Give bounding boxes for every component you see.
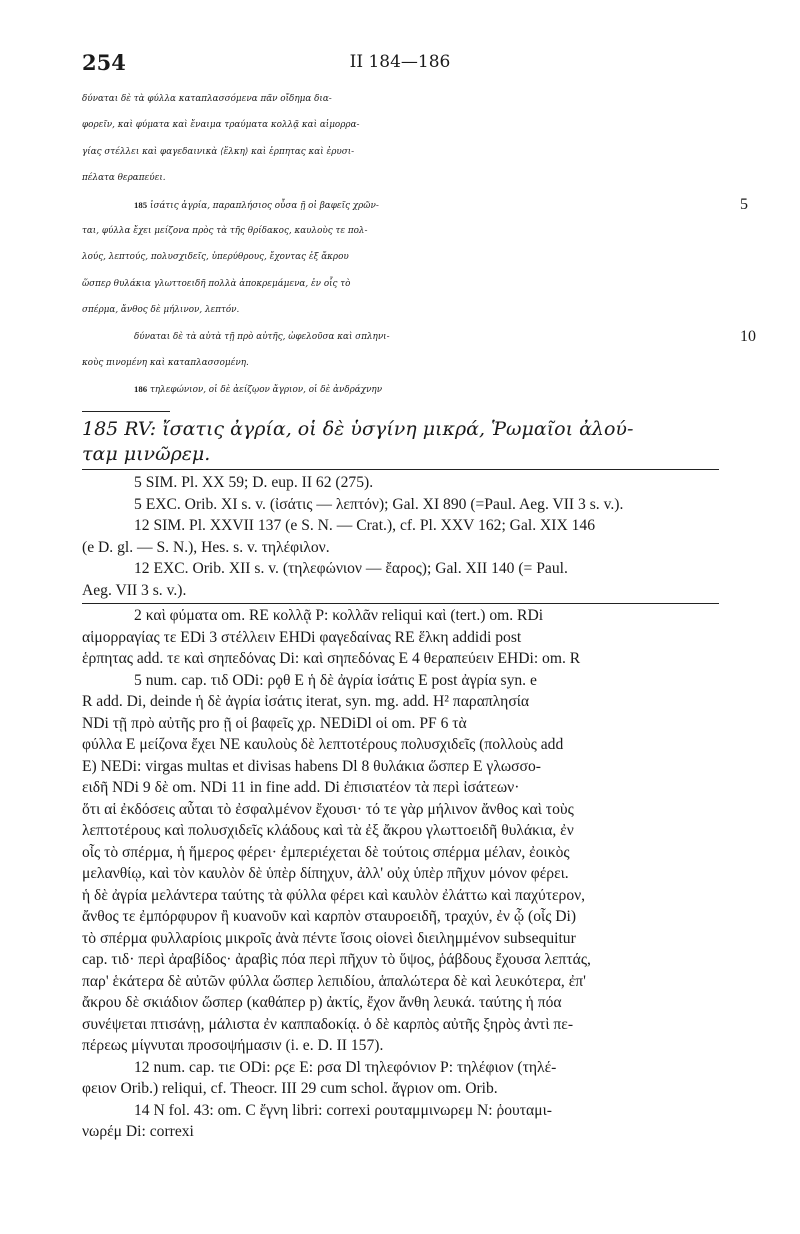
apparatus-line: λεπτοτέρους καὶ πολυσχιδεῖς κλάδους καὶ τὰ ἐξ ἄκρου γλωττοειδῆ θυλάκια, ἐν	[82, 822, 574, 839]
apparatus-line: 5 num. cap. τιδ ODi: ρϙθ E ἡ δὲ ἀγρία ἰσάτις E post ἀγρία syn. e	[134, 671, 537, 689]
testimonia-line: 12 SIM. Pl. XXVII 137 (e S. N. — Crat.), cf. Pl. XXV 162; Gal. XIX 146	[134, 517, 595, 534]
text-line	[82, 297, 732, 323]
apparatus-line: πέρεως μίγνυται προσοψήμασιν (i. e. D. II 157).	[82, 1037, 384, 1054]
sigla-block	[82, 417, 719, 467]
testimonia-line: 5 EXC. Orib. XI s. v. (ἰσάτις — λεπτόν); Gal. XI 890 (=Paul. Aeg. VII 3 s. v.).	[134, 495, 624, 513]
text-line	[82, 324, 756, 350]
text-line	[82, 218, 732, 244]
apparatus-line: 14 N fol. 43: om. C ἔγνη libri: correxi ρουταμμινωρεμ N: ῥουταμι-	[134, 1101, 552, 1119]
apparatus-line: φύλλα E μείζονα ἔχει NE καυλοὺς δὲ λεπτοτέρους πολυσχιδεῖς (πολλοὺς add	[82, 736, 564, 753]
apparatus-line: R add. Di, deinde ἡ δὲ ἀγρία ἰσάτις iterat, syn. mg. add. H² παραπλησία	[82, 693, 530, 710]
text-line	[82, 244, 732, 270]
critical-apparatus	[82, 605, 719, 1143]
line-number: 5	[740, 195, 748, 213]
text-line	[82, 112, 732, 138]
apparatus-line: ειδῆ NDi 9 δὲ om. NDi 11 in fine add. Di ἐπισιατέον τὰ περὶ ἰσάτεων·	[82, 779, 520, 796]
apparatus-line: οἷς τὸ σπέρμα, ἡ ἥμερος φέρει· ἐμπεριέχεται δὲ τούτοις σπέρμα μέλαν, ἐοικὸς	[82, 843, 570, 861]
text-line	[82, 271, 732, 297]
apparatus-line: 12 num. cap. τιε ODi: ρϛε E: ρσα Dl τηλεφόνιον P: τηλέφιον (τηλέ-	[134, 1058, 557, 1076]
line-text: κοὺς πινομένη καὶ καταπλασσομένη.	[82, 357, 249, 368]
entry-number: 186	[134, 384, 148, 395]
line-text: ὥσπερ θυλάκια γλωττοειδῆ πολλὰ ἀποκρεμάμενα, ἐν οἷς τὸ	[82, 278, 351, 289]
apparatus-line: τὸ σπέρμα φυλλαρίοις μικροῖς ἀνὰ πέντε ἴσοις οἱονεὶ διειλημμένον subsequitur	[82, 929, 576, 947]
line-text: γίας στέλλει καὶ φαγεδαινικὰ ⟨ἕλκη⟩ καὶ ἑρπητας καὶ ἐρυσι-	[82, 146, 355, 157]
text-line	[82, 192, 748, 218]
section-rule	[82, 411, 170, 412]
apparatus-line: νωρέμ Di: correxi	[82, 1123, 194, 1140]
text-line	[82, 139, 732, 165]
line-text: πέλατα θεραπεύει.	[82, 173, 166, 184]
entry-number: 185	[134, 199, 148, 210]
page-number: 254	[82, 50, 126, 75]
text-line	[82, 350, 732, 376]
apparatus-line: 2 καὶ φύματα om. RE κολλᾷ P: κολλᾶν reliqui καὶ (tert.) om. RDi	[134, 607, 544, 624]
testimonia-block	[82, 472, 719, 601]
apparatus-line: μελανθίῳ, καὶ τὸν καυλὸν δὲ ὑπὲρ δίπηχυν, ἀλλ' οὐχ ὑπὲρ πῆχυν μόνον φέρει.	[82, 865, 569, 882]
apparatus-line: φειον Orib.) reliqui, cf. Theocr. III 29 cum schol. ἄγριον om. Orib.	[82, 1080, 498, 1097]
line-text: φορεῖν, καὶ φύματα καὶ ἔναιμα τραύματα κολλᾷ καὶ αἱμορρα-	[82, 120, 360, 131]
apparatus-line: ἡ δὲ ἀγρία μελάντερα ταύτης τὰ φύλλα φέρει καὶ καυλὸν ἐλάττω καὶ παχύτερον,	[82, 886, 586, 904]
line-text: λούς, λεπτούς, πολυσχιδεῖς, ὑπερύθρους, ἔχοντας ἐξ ἄκρου	[82, 252, 349, 263]
apparatus-line: ὅτι αἱ ἐκδόσεις αὗται τὸ ἐσφαλμένον ἔχουσι· τό τε γὰρ μήλινον ἄνθος καὶ τοὺς	[82, 800, 574, 818]
apparatus-line: ἄκρου δὲ σκιάδιον ὥσπερ (καθάπερ p) ἀκτίς, ἔχον ἄνθη λευκά. ταύτης ἡ πόα	[82, 994, 562, 1011]
line-text: δύναται δὲ τὰ φύλλα καταπλασσόμενα πᾶν οἴδημα δια-	[82, 94, 332, 104]
testimonia-line: Aeg. VII 3 s. v.).	[82, 581, 187, 599]
sigla-line: 185 RV: ἴσατις ἀγρία, οἱ δὲ ὑσγίνη μικρά, Ῥωμαῖοι ἀλού-	[82, 418, 634, 440]
line-text: ται, φύλλα ἔχει μείζονα πρὸς τὰ τῆς θρίδακος, καυλοὺς τε πολ-	[82, 225, 368, 236]
sigla-rule	[82, 469, 719, 470]
line-text: ἰσάτις ἀγρία, παραπλήσιος οὖσα ῇ οἱ βαφεῖς χρῶν-	[150, 200, 379, 211]
apparatus-line: cap. τιδ· περὶ ἀραβίδος· ἀραβὶς πόα περὶ πῆχυν τὸ ὕψος, ῥάβδους ἔχουσα λεπτάς,	[82, 951, 591, 968]
line-text: τηλεφώνιον, οἱ δὲ ἀείζῳον ἄγριον, οἱ δὲ ἀνδράχνην	[150, 385, 383, 396]
testimonia-line: 5 SIM. Pl. XX 59; D. eup. II 62 (275).	[134, 474, 374, 491]
running-head: II 184—186	[349, 52, 451, 72]
apparatus-line: NDi τῇ πρὸ αὐτῆς pro ῇ οἱ βαφεῖς χρ. NEDiDl οἱ om. PF 6 τὰ	[82, 714, 467, 732]
testimonia-line: (e D. gl. — S. N.), Hes. s. v. τηλέφιλον.	[82, 538, 330, 556]
line-text: σπέρμα, ἄνθος δὲ μήλινον, λεπτόν.	[82, 305, 240, 316]
apparatus-line: αἱμορραγίας τε EDi 3 στέλλειν EHDi φαγεδαίνας RE ἕλκη addidi post	[82, 628, 522, 646]
sigla-line: ταμ μινῶρεμ.	[82, 443, 211, 465]
testimonia-rule	[82, 603, 719, 604]
testimonia-line: 12 EXC. Orib. XII s. v. (τηλεφώνιον — ἔαρος); Gal. XII 140 (= Paul.	[134, 560, 568, 577]
apparatus-line: συνέψεται πτισάνῃ, μάλιστα ἐν καππαδοκίᾳ. ὁ δὲ καρπὸς αὐτῆς ξηρὸς ἀντὶ πε-	[82, 1015, 574, 1033]
main-greek-text	[82, 86, 756, 403]
text-line	[82, 376, 732, 402]
line-text: δύναται δὲ τὰ αὐτὰ τῇ πρὸ αὐτῆς, ὠφελοῦσα καὶ σπληνι-	[134, 331, 390, 342]
apparatus-line: παρ' ἑκάτερα δὲ αὐτῶν φύλλα ὥσπερ λεπιδίου, ἁπαλώτερα δὲ καὶ λευκότερα, ἐπ'	[82, 972, 586, 990]
text-line	[82, 86, 732, 112]
text-line	[82, 165, 732, 191]
apparatus-line: ἑρπητας add. τε καὶ σηπεδόνας Di: καὶ σηπεδόνας E 4 θεραπεύειν EHDi: om. R	[82, 650, 581, 667]
line-number: 10	[740, 327, 756, 345]
apparatus-line: ἄνθος τε ἐμπόρφυρον ἢ κυανοῦν καὶ καρπὸν σταυροειδῆ, τραχύν, ἐν ᾧ (οἷς Di)	[82, 908, 577, 925]
apparatus-line: E) NEDi: virgas multas et divisas habens Dl 8 θυλάκια ὥσπερ E γλωσσο-	[82, 757, 541, 775]
page-header	[82, 50, 718, 80]
